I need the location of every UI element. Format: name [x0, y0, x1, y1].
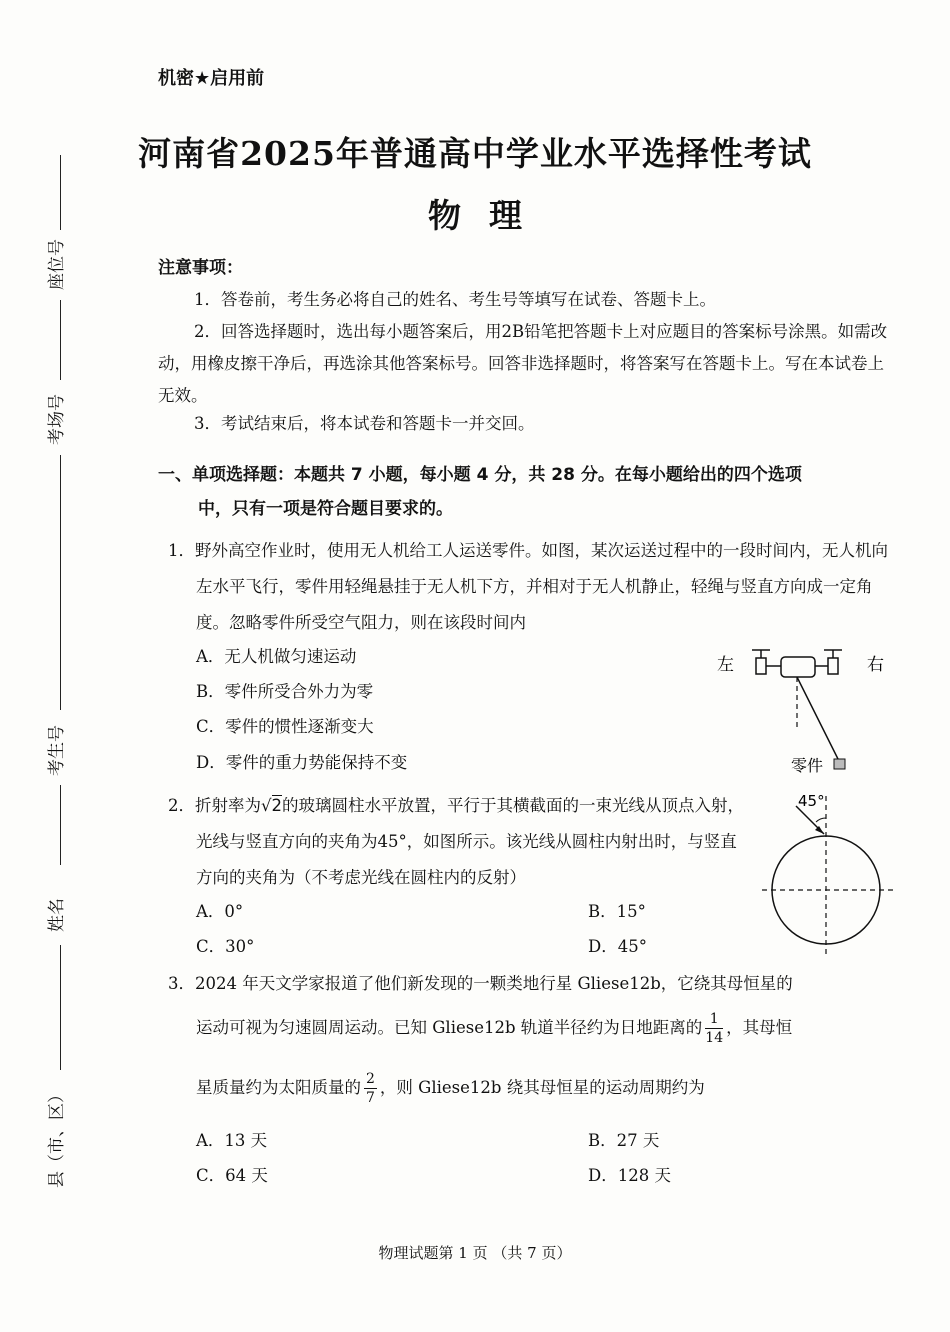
- room-line: [60, 300, 61, 380]
- angle-arc: [816, 818, 826, 822]
- fig-left-label: 左: [717, 655, 734, 675]
- question-3-line2-pre: 运动可视为匀速圆周运动。已知 Gliese12b 轨道半径约为日地距离的: [196, 1018, 703, 1037]
- exam-no-line-top: [60, 455, 61, 710]
- question-3-option-a: A．13 天: [196, 1131, 268, 1150]
- question-2-stem: [168, 788, 750, 896]
- question-3-option-d: D．128 天: [588, 1166, 671, 1185]
- question-3-line2: [196, 1010, 792, 1046]
- section-header-line2: 中，只有一项是符合题目要求的。: [198, 499, 453, 519]
- notice-item-1: 1．答卷前，考生务必将自己的姓名、考生号等填写在试卷、答题卡上。: [194, 290, 716, 309]
- question-2-stem-pre: 2．折射率为: [168, 796, 261, 815]
- seat-label: 座位号: [47, 239, 67, 290]
- fig-right-label: 右: [867, 655, 884, 675]
- question-2-option-c: C．30°: [196, 937, 255, 956]
- fraction-1-14: [705, 1012, 723, 1045]
- question-2-stem-post: 的玻璃圆柱水平放置，平行于其横截面的一束光线从顶点入射，光线与竖直方向的夹角为45°，如图所示。该光线从圆柱内射出时，与竖直方向的夹角为（不考虑光线在圆柱内的反射）: [196, 796, 745, 887]
- section-header: [158, 458, 903, 526]
- question-3-line2-post: ，其母恒: [726, 1018, 793, 1037]
- fraction-2-7: [364, 1072, 377, 1105]
- exam-no-line-bottom: [60, 785, 61, 865]
- exam-no-label: 考生号: [47, 725, 67, 776]
- question-3-line3-pre: 星质量约为太阳质量的: [196, 1078, 361, 1097]
- name-line: [60, 945, 61, 1070]
- fraction-1-numerator: 1: [705, 1012, 723, 1029]
- fig-part-label: 零件: [791, 756, 824, 775]
- fraction-2-numerator: 2: [366, 1071, 375, 1087]
- question-2-option-b: B．15°: [588, 902, 646, 921]
- question-1-option-c: C．零件的惯性逐渐变大: [196, 717, 374, 736]
- question-3-line3-post: ，则 Gliese12b 绕其母恒星的运动周期约为: [379, 1078, 705, 1097]
- confidential-mark: 机密★启用前: [158, 68, 265, 89]
- section-header-line1: 一、单项选择题：本题共 7 小题，每小题 4 分，共 28 分。在每小题给出的四个选项: [158, 465, 802, 485]
- drone-icon: [752, 650, 842, 677]
- fraction-1-denominator: 14: [705, 1030, 724, 1046]
- notice-title: 注意事项：: [158, 258, 243, 278]
- part-box: [834, 759, 845, 769]
- cylinder-figure: [760, 788, 900, 963]
- exam-title: 河南省2025年普通高中学业水平选择性考试: [138, 134, 812, 173]
- sqrt-symbol: √2: [261, 796, 283, 815]
- fraction-2-denominator: 7: [366, 1090, 375, 1106]
- question-3-option-c: C．64 天: [196, 1166, 268, 1185]
- name-label: 姓名: [47, 898, 67, 932]
- question-3-option-b: B．27 天: [588, 1131, 660, 1150]
- drone-figure: [705, 640, 895, 780]
- county-label: 县（市、区）: [47, 1086, 67, 1188]
- question-1-stem: 1．野外高空作业时，使用无人机给工人运送零件。如图，某次运送过程中的一段时间内，无人机向左水平飞行，零件用轻绳悬挂于无人机下方，并相对于无人机静止，轻绳与竖直方向成一定角度。忽略零件所受空气阻力，则在该段时间内: [168, 541, 888, 632]
- rope: [797, 677, 838, 759]
- question-1-option-a: A．无人机做匀速运动: [196, 647, 357, 666]
- question-3-line1: 3．2024 年天文学家报道了他们新发现的一颗类地行星 Gliese12b，它绕其母恒星的: [168, 974, 793, 993]
- room-label: 考场号: [47, 394, 67, 445]
- notice-item-2: 2．回答选择题时，选出每小题答案后，用2B铅笔把答题卡上对应题目的答案标号涂黑。如需改动，用橡皮擦干净后，再选涂其他答案标号。回答非选择题时，将答案写在答题卡上。写在本试卷上无效。: [158, 322, 888, 405]
- page-footer: 物理试题第 1 页 （共 7 页）: [378, 1244, 572, 1262]
- question-2-option-a: A．0°: [196, 902, 244, 921]
- subject-title: 物理: [428, 196, 550, 235]
- notice-item-3: 3．考试结束后，将本试卷和答题卡一并交回。: [194, 414, 535, 433]
- question-1-option-b: B．零件所受合外力为零: [196, 682, 374, 701]
- question-3-line3: [196, 1070, 705, 1106]
- question-1-option-d: D．零件的重力势能保持不变: [196, 753, 408, 772]
- sqrt-value: 2: [271, 796, 283, 815]
- question-2-option-d: D．45°: [588, 937, 647, 956]
- fig-angle-label: 45°: [798, 792, 825, 810]
